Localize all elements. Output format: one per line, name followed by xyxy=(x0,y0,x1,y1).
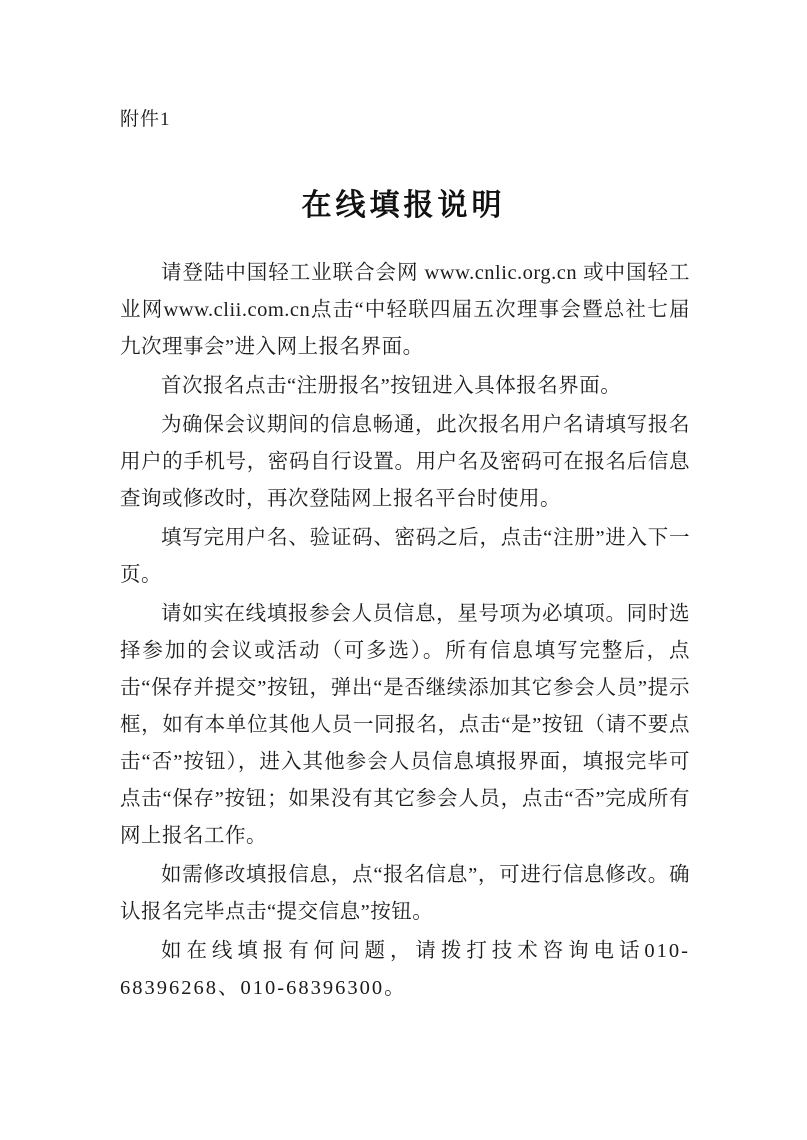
page-title: 在线填报说明 xyxy=(301,189,506,222)
paragraph: 填写完用户名、验证码、密码之后，点击“注册”进入下一页。 xyxy=(120,527,690,586)
paragraph: 请登陆中国轻工业联合会网 www.cnlic.org.cn 或中国轻工业网www.clii.com.cn点击“中轻联四届五次理事会暨总社七届九次理事会”进入网上报名界面。 xyxy=(120,262,690,358)
paragraph: 为确保会议期间的信息畅通，此次报名用户名请填写报名用户的手机号，密码自行设置。用户名及密码可在报名后信息查询或修改时，再次登陆网上报名平台时使用。 xyxy=(120,414,690,510)
paragraph: 如需修改填报信息，点“报名信息”，可进行信息修改。确认报名完毕点击“提交信息”按钮。 xyxy=(120,864,690,923)
document-body xyxy=(120,255,690,1009)
paragraph: 首次报名点击“注册报名”按钮进入具体报名界面。 xyxy=(161,375,622,397)
paragraph: 请如实在线填报参会人员信息，星号项为必填项。同时选择参加的会议或活动（可多选）。所有信息填写完整后，点击“保存并提交”按钮，弹出“是否继续添加其它参会人员”提示框，如有本单位其他人员一同报名，点击“是”按钮（请不要点击“否”按钮），进入其他参会人员信息填报界面，填报完毕可点击“保存”按钮；如果没有其它参会人员，点击“否”完成所有网上报名工作。 xyxy=(120,603,690,847)
attachment-label: 附件1 xyxy=(120,109,171,130)
paragraph: 如在线填报有何问题，请拨打技术咨询电话010-68396268、010-68396300。 xyxy=(120,940,690,999)
